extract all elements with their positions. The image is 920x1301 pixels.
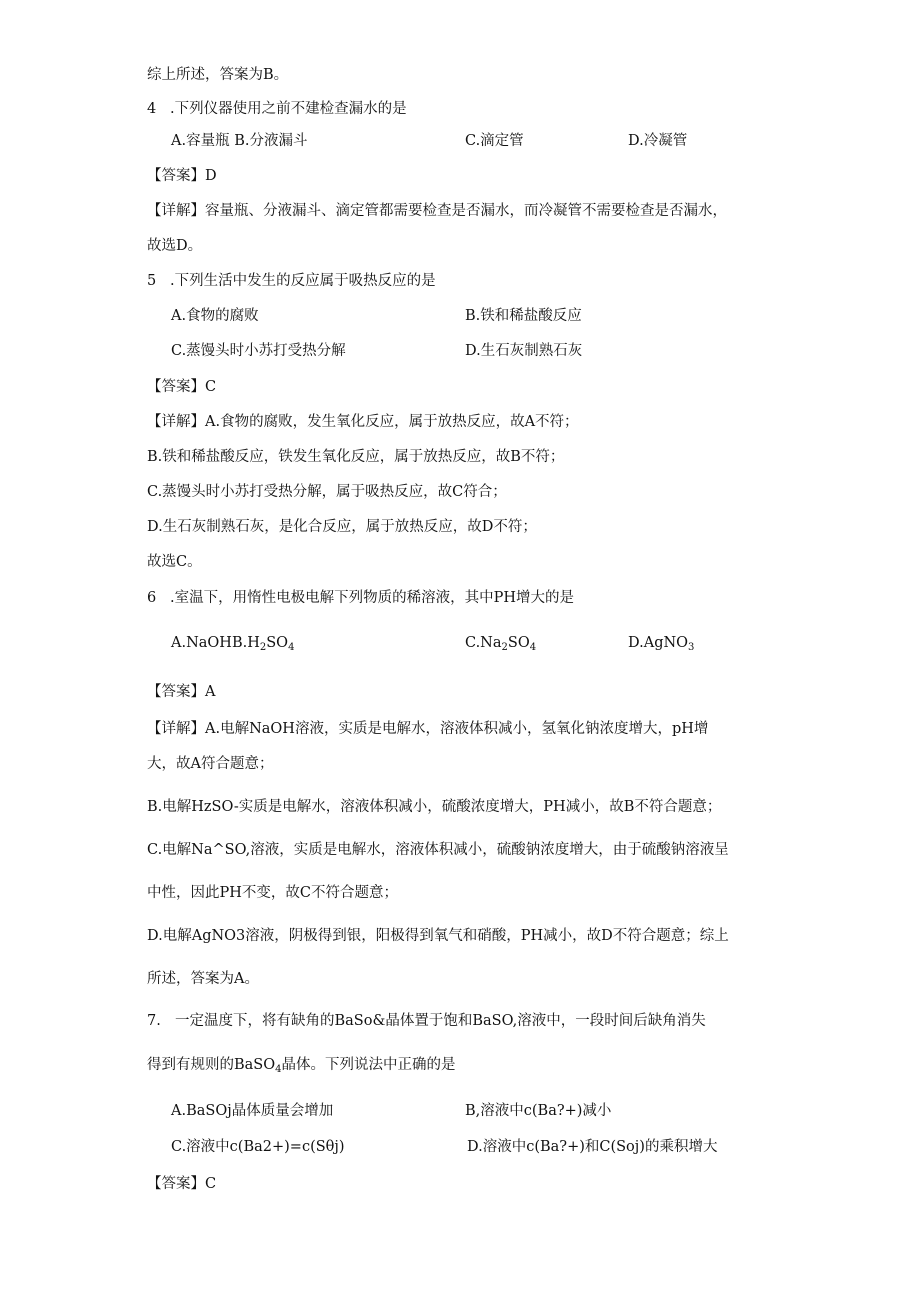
q7-option-b: B,溶液中c(Ba?+)减小 bbox=[465, 1103, 612, 1119]
q4-option-c: C.滴定管 bbox=[465, 133, 524, 149]
q5-explain-3: C.蒸馒头时小苏打受热分解，属于吸热反应，故C符合； bbox=[147, 484, 507, 500]
q6-explain-4: C.电解Na^SO,溶液，实质是电解水，溶液体积减小，硫酸钠浓度增大，由于硫酸钠溶液呈 bbox=[147, 842, 729, 858]
q6-explain-6: D.电解AgNO3溶液，阴极得到银，阳极得到氧气和硝酸，PH减小，故D不符合题意；综上 bbox=[147, 928, 729, 944]
q6-explain-2: 大，故A符合题意； bbox=[147, 756, 274, 772]
q6-stem: .室温下，用惰性电极电解下列物质的稀溶液，其中PH增大的是 bbox=[170, 590, 575, 606]
q4-option-d: D.冷凝管 bbox=[628, 133, 688, 149]
q6-number: 6 bbox=[147, 590, 157, 606]
q7-stem-1: 一定温度下，将有缺角的BaSo&晶体置于饱和BaSO,溶液中，一段时间后缺角消失 bbox=[175, 1013, 706, 1029]
q7-answer: 【答案】C bbox=[147, 1176, 217, 1192]
q6-option-d: D.AgNO$_3$ bbox=[628, 635, 695, 653]
q5-option-b: B.铁和稀盐酸反应 bbox=[465, 308, 582, 324]
q6-option-c: $C.Na_2SO_4$ bbox=[465, 635, 537, 653]
q6-explain-3: B.电解HzSO-实质是电解水，溶液体积减小，硫酸浓度增大，PH减小，故B不符合题意； bbox=[147, 799, 722, 815]
q4-stem: .下列仪器使用之前不建检查漏水的是 bbox=[170, 101, 407, 117]
q4-explain-1: 【详解】容量瓶、分液漏斗、滴定管都需要检查是否漏水，而冷凝管不需要检查是否漏水， bbox=[147, 203, 727, 219]
q4-option-ab: A.容量瓶 B.分液漏斗 bbox=[171, 133, 308, 149]
q7-number: 7. bbox=[147, 1013, 161, 1029]
q7-option-a: A.BaSOj晶体质量会增加 bbox=[171, 1103, 334, 1119]
q5-explain-1: 【详解】A.食物的腐败，发生氧化反应，属于放热反应，故A不符； bbox=[147, 414, 579, 430]
q7-stem-2: 得到有规则的BaSO$_4$晶体。下列说法中正确的是 bbox=[147, 1057, 456, 1075]
q6-explain-1: 【详解】A.电解NaOH溶液，实质是电解水，溶液体积减小，氢氧化钠浓度增大，pH增 bbox=[147, 721, 709, 737]
q6-explain-5: 中性，因此PH不变，故C不符合题意； bbox=[147, 885, 398, 901]
q5-explain-4: D.生石灰制熟石灰，是化合反应，属于放热反应，故D不符； bbox=[147, 519, 537, 535]
q5-stem: .下列生活中发生的反应属于吸热反应的是 bbox=[170, 273, 436, 289]
q5-answer: 【答案】C bbox=[147, 379, 217, 395]
q5-explain-5: 故选C。 bbox=[147, 554, 202, 570]
q5-option-c: C.蒸馒头时小苏打受热分解 bbox=[171, 343, 346, 359]
q7-option-d: D.溶液中c(Ba?+)和C(Soj)的乘积增大 bbox=[467, 1139, 718, 1155]
q4-answer: 【答案】D bbox=[147, 168, 217, 184]
q6-option-ab: $A.NaOHB.H_2SO_4$ bbox=[171, 635, 295, 653]
q6-explain-7: 所述，答案为A。 bbox=[147, 971, 259, 987]
q5-option-d: D.生石灰制熟石灰 bbox=[465, 343, 583, 359]
q5-option-a: A.食物的腐败 bbox=[171, 308, 259, 324]
q5-explain-2: B.铁和稀盐酸反应，铁发生氧化反应，属于放热反应，故B不符； bbox=[147, 449, 565, 465]
q4-number: 4 bbox=[147, 101, 157, 117]
q5-number: 5 bbox=[147, 273, 157, 289]
q7-option-c: C.溶液中c(Ba2+)=c(Sθj) bbox=[171, 1139, 345, 1155]
q3-conclusion: 综上所述，答案为B。 bbox=[147, 67, 289, 83]
q6-answer: 【答案】A bbox=[147, 684, 216, 700]
q4-explain-2: 故选D。 bbox=[147, 238, 203, 254]
